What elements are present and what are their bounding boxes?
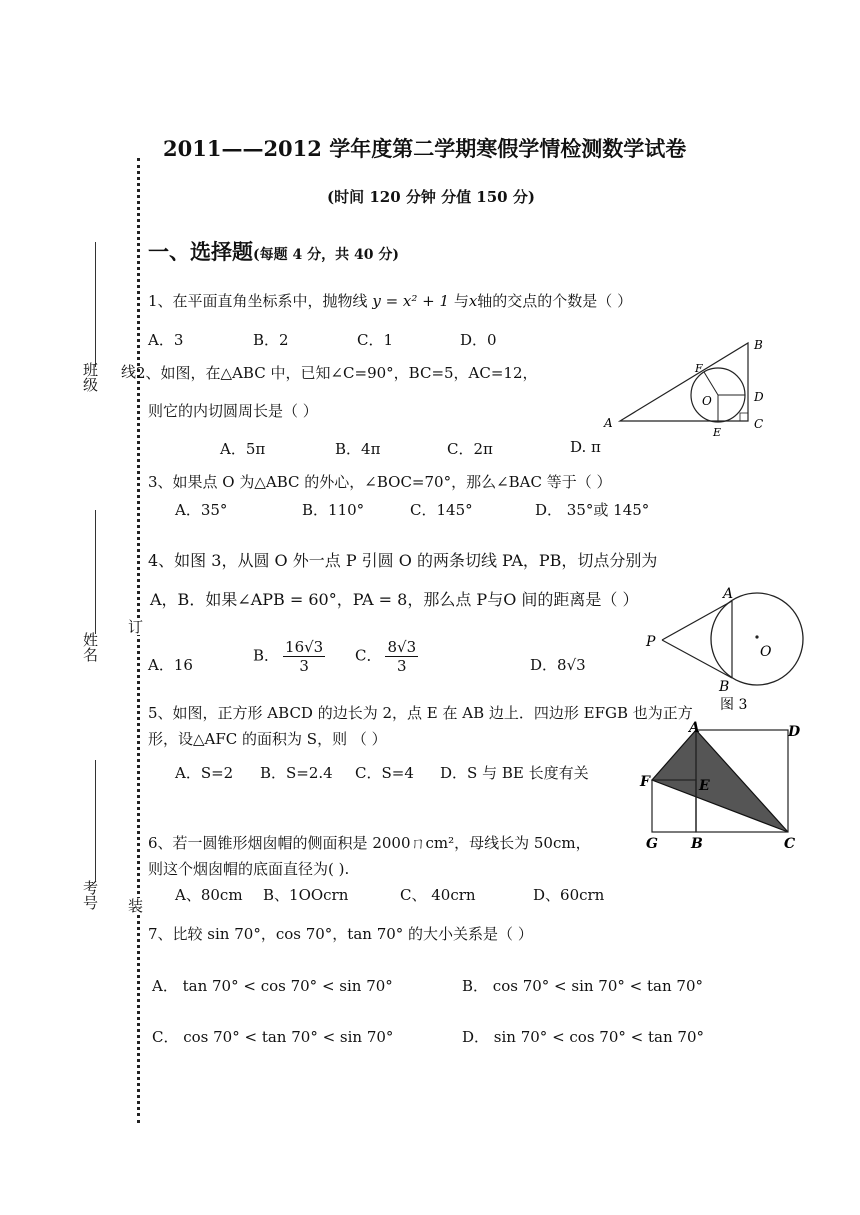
q5-option-a: A．S=2 (175, 764, 234, 782)
q2-option-b: B．4π (335, 440, 381, 458)
q1-option-b: B．2 (253, 331, 289, 349)
q3-option-c: C．145° (410, 501, 473, 519)
q4-option-a: A．16 (148, 656, 193, 674)
q2-triangle-figure (600, 335, 780, 440)
q4-option-c (355, 638, 422, 675)
q6-line-2: 则这个烟囱帽的底面直径为( ). (148, 860, 350, 878)
q5-square-figure (638, 718, 808, 854)
q1-option-c: C．1 (357, 331, 394, 349)
q4-option-b-label: B． (253, 646, 280, 665)
q2-label-o: O (702, 394, 712, 408)
q6-option-d: D、60crn (533, 886, 605, 904)
q5-label-d: D (788, 724, 801, 740)
exam-no-label: 考号 (81, 880, 99, 910)
q2-label-c: C (754, 417, 764, 431)
q5-option-b: B．S=2.4 (260, 764, 333, 782)
seal-char-line: 线 (121, 363, 137, 381)
q5-label-e: E (699, 778, 710, 794)
q4-label-p: P (646, 634, 656, 650)
q6-option-b: B、1OOcrn (263, 886, 349, 904)
binding-dotted-line (137, 158, 140, 1123)
q4-option-c-label: C． (355, 646, 382, 665)
q4-option-c-denominator: 3 (397, 657, 407, 675)
q4-figure-caption: 图 3 (720, 697, 748, 713)
q7-option-a: A． tan 70° < cos 70° < sin 70° (152, 977, 393, 995)
q2-label-b: B (754, 338, 763, 352)
q4-option-c-numerator: 8√3 (387, 638, 417, 656)
q1-post: 轴的交点的个数是（ ） (477, 292, 633, 310)
q4-label-a: A (723, 586, 734, 602)
q4-option-b (253, 638, 329, 675)
q5-line-2: 形，设△AFC 的面积为 S，则 （ ） (148, 730, 387, 748)
q2-label-e: E (713, 426, 722, 439)
q5-label-g: G (646, 836, 658, 852)
q5-label-a: A (689, 720, 700, 736)
q7-text: 7、比较 sin 70°，cos 70°，tan 70° 的大小关系是（ ） (148, 925, 533, 943)
page-title: 2011——2012 学年度第二学期寒假学情检测数学试卷 (163, 136, 687, 161)
name-label: 姓名 (81, 632, 99, 662)
q3-option-d: D． 35°或 145° (535, 501, 650, 519)
q2-option-c: C．2π (447, 440, 493, 458)
seal-char-order: 订 (128, 618, 144, 636)
section-heading-text: 一、选择题 (148, 239, 253, 264)
q2-option-a: A．5π (220, 440, 266, 458)
q4-label-o: O (760, 644, 772, 660)
name-blank-line (95, 510, 96, 634)
question-1 (148, 290, 632, 311)
page-subtitle: (时间 120 分钟 分值 150 分) (327, 188, 535, 206)
q4-option-b-numerator: 16√3 (285, 638, 324, 656)
class-label: 班级 (81, 362, 99, 392)
q1-option-a: A．3 (148, 331, 184, 349)
section-note: (每题 4 分，共 40 分) (253, 247, 399, 263)
q2-line-2: 则它的内切圆周长是（ ） (148, 402, 318, 420)
q5-option-d: D．S 与 BE 长度有关 (440, 764, 589, 782)
q1-pre: 1、在平面直角坐标系中，抛物线 (148, 292, 368, 310)
q4-option-c-fraction (385, 638, 418, 675)
q7-option-b: B． cos 70° < sin 70° < tan 70° (462, 977, 703, 995)
q4-line-1: 4、如图 3，从圆 O 外一点 P 引圆 O 的两条切线 PA，PB，切点分别为 (148, 551, 658, 570)
q4-option-d: D．8√3 (530, 656, 586, 674)
q4-line-2: A，B．如果∠APB = 60°，PA = 8，那么点 P与O 间的距离是（ ） (150, 590, 639, 609)
q2-label-a: A (604, 416, 613, 430)
q5-label-f: F (640, 774, 650, 790)
q6-option-a: A、80cm (175, 886, 243, 904)
q7-option-c: C． cos 70° < tan 70° < sin 70° (152, 1028, 394, 1046)
q5-line-1: 5、如图，正方形 ABCD 的边长为 2，点 E 在 AB 边上．四边形 EFGB 也为正方 (148, 704, 693, 722)
seal-char-bind: 装 (128, 897, 144, 915)
q3-option-b: B．110° (302, 501, 365, 519)
q2-line-1: 2、如图，在△ABC 中，已知∠C=90°，BC=5，AC=12， (136, 364, 538, 382)
q1-var: x (468, 292, 478, 310)
q5-label-c: C (784, 836, 796, 852)
exam-no-blank-line (95, 760, 96, 882)
q6-line-1: 6、若一圆锥形烟囱帽的侧面积是 2000ㄇcm²，母线长为 50cm， (148, 834, 591, 852)
q4-label-b: B (719, 679, 730, 695)
q2-option-d: D. π (570, 438, 601, 456)
section-heading (148, 236, 399, 266)
q1-option-d: D．0 (460, 331, 497, 349)
q5-label-b: B (691, 836, 703, 852)
q5-option-c: C．S=4 (355, 764, 414, 782)
q1-formula: y = x² + 1 (372, 292, 450, 310)
q1-mid: 与 (453, 292, 469, 310)
q4-circle-figure (640, 585, 815, 715)
q4-option-b-denominator: 3 (299, 657, 309, 675)
q7-option-d: D． sin 70° < cos 70° < tan 70° (462, 1028, 704, 1046)
q3-text: 3、如果点 O 为△ABC 的外心，∠BOC=70°，那么∠BAC 等于（ ） (148, 473, 612, 491)
q6-option-c: C、 40crn (400, 886, 476, 904)
class-blank-line (95, 242, 96, 367)
q3-option-a: A．35° (175, 501, 228, 519)
q2-label-d: D (754, 390, 764, 404)
q2-label-f: F (695, 362, 703, 375)
q4-option-b-fraction (283, 638, 325, 675)
